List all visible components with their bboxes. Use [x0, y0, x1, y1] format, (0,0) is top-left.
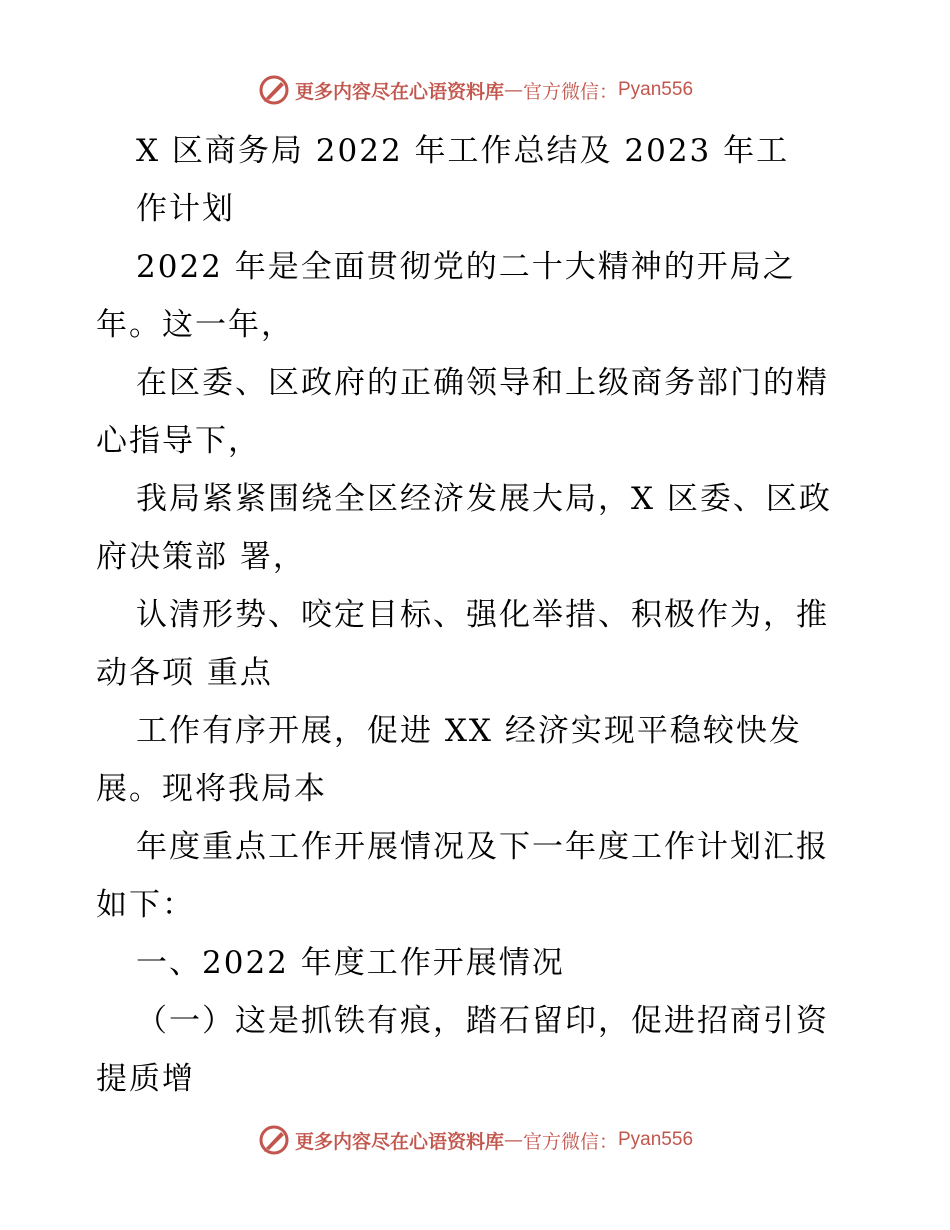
watermark-separator: —: [503, 1129, 523, 1151]
document-line: 作计划: [136, 191, 235, 227]
document-line: 在区委、区政府的正确领导和上级商务部门的精: [136, 365, 829, 401]
watermark-text: 更多内容尽在心语资料库: [294, 1130, 504, 1153]
document-line: 年度重点工作开展情况及下一年度工作计划汇报: [136, 829, 829, 865]
watermark-contact-id: Pyan556: [618, 1129, 694, 1150]
document-line: 如下：: [96, 887, 195, 923]
watermark-contact-label: 官方微信：: [522, 1130, 618, 1153]
document-line: 工作有序开展，促进 XX 经济实现平稳较快发: [136, 713, 802, 749]
document-line: 府决策部 署，: [96, 539, 306, 575]
footer-watermark: [0, 1118, 950, 1162]
document-line: （一）这是抓铁有痕，踏石留印，促进招商引资: [136, 1003, 829, 1039]
pen-logo-icon: [257, 1123, 291, 1157]
document-body: [96, 122, 856, 1108]
document-line: 动各项 重点: [96, 655, 273, 691]
pen-logo-icon: [257, 73, 291, 107]
document-line: 提质增: [96, 1061, 195, 1097]
watermark-text: 更多内容尽在心语资料库: [294, 80, 504, 103]
watermark-separator: —: [503, 79, 523, 101]
document-line: 年。这一年，: [96, 307, 294, 343]
document-line: 一、2022 年度工作开展情况: [136, 945, 565, 981]
document-line: 我局紧紧围绕全区经济发展大局，X 区委、区政: [136, 481, 832, 517]
document-line: 展。现将我局本: [96, 771, 327, 807]
header-watermark: [0, 68, 950, 112]
document-line: X 区商务局 2022 年工作总结及 2023 年工: [136, 133, 790, 169]
watermark-contact-id: Pyan556: [618, 79, 694, 100]
document-line: 心指导下，: [96, 423, 261, 459]
watermark-contact-label: 官方微信：: [522, 80, 618, 103]
document-line: 认清形势、咬定目标、强化举措、积极作为，推: [136, 597, 829, 633]
document-line: 2022 年是全面贯彻党的二十大精神的开局之: [136, 249, 796, 285]
